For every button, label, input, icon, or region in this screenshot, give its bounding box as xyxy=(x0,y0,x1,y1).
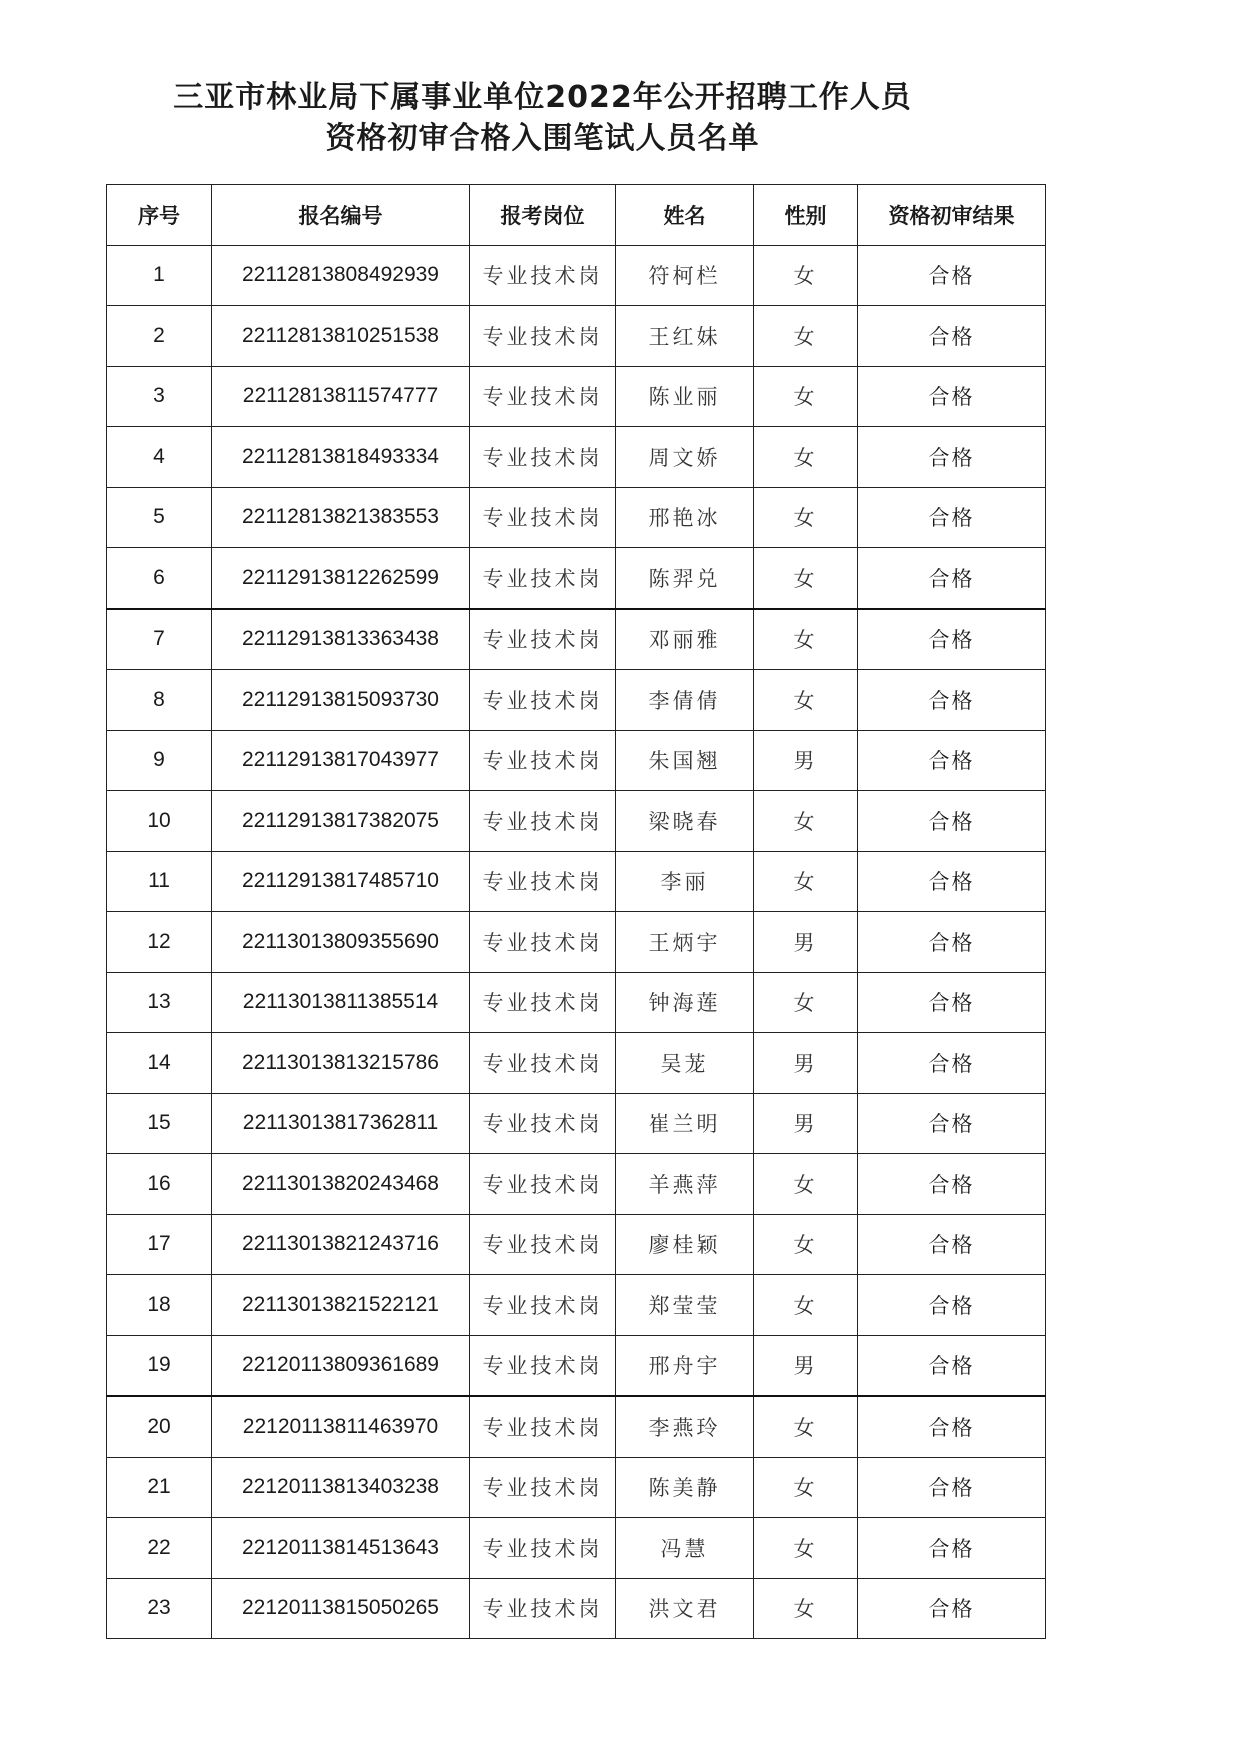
cell-result: 合格 xyxy=(858,1033,1046,1094)
cell-seq: 4 xyxy=(107,427,212,488)
cell-seq: 14 xyxy=(107,1033,212,1094)
cell-result: 合格 xyxy=(858,912,1046,973)
cell-post: 专业技术岗 xyxy=(470,245,616,306)
cell-seq: 1 xyxy=(107,245,212,306)
cell-name: 王红妹 xyxy=(616,306,754,367)
cell-post: 专业技术岗 xyxy=(470,1457,616,1518)
cell-gender: 男 xyxy=(754,730,858,791)
cell-gender: 女 xyxy=(754,670,858,731)
cell-name: 梁晓春 xyxy=(616,791,754,852)
cell-seq: 2 xyxy=(107,306,212,367)
cell-seq: 17 xyxy=(107,1214,212,1275)
table-row xyxy=(107,548,1046,609)
cell-result: 合格 xyxy=(858,1214,1046,1275)
cell-post: 专业技术岗 xyxy=(470,609,616,670)
table-row xyxy=(107,1214,1046,1275)
cell-gender: 女 xyxy=(754,487,858,548)
cell-name: 钟海莲 xyxy=(616,972,754,1033)
table-row xyxy=(107,1154,1046,1215)
table-body xyxy=(107,245,1046,1639)
cell-registration-number: 22113013809355690 xyxy=(212,912,470,973)
cell-registration-number: 22112913817485710 xyxy=(212,851,470,912)
table-row xyxy=(107,791,1046,852)
cell-registration-number: 22113013817362811 xyxy=(212,1093,470,1154)
cell-registration-number: 22120113811463970 xyxy=(212,1396,470,1457)
cell-seq: 19 xyxy=(107,1335,212,1396)
document-title-line1: 三亚市林业局下属事业单位2022年公开招聘工作人员 xyxy=(173,80,912,115)
cell-gender: 女 xyxy=(754,1457,858,1518)
cell-registration-number: 22120113813403238 xyxy=(212,1457,470,1518)
cell-seq: 6 xyxy=(107,548,212,609)
cell-post: 专业技术岗 xyxy=(470,1033,616,1094)
cell-name: 廖桂颖 xyxy=(616,1214,754,1275)
column-header-seq: 序号 xyxy=(107,185,212,246)
cell-registration-number: 22120113809361689 xyxy=(212,1335,470,1396)
cell-gender: 女 xyxy=(754,1154,858,1215)
cell-seq: 22 xyxy=(107,1518,212,1579)
cell-gender: 女 xyxy=(754,306,858,367)
cell-registration-number: 22112913817382075 xyxy=(212,791,470,852)
cell-result: 合格 xyxy=(858,1093,1046,1154)
cell-registration-number: 22113013813215786 xyxy=(212,1033,470,1094)
cell-result: 合格 xyxy=(858,791,1046,852)
column-header-name: 姓名 xyxy=(616,185,754,246)
cell-registration-number: 22113013821522121 xyxy=(212,1275,470,1336)
cell-registration-number: 22113013811385514 xyxy=(212,972,470,1033)
cell-post: 专业技术岗 xyxy=(470,487,616,548)
cell-seq: 18 xyxy=(107,1275,212,1336)
column-header-post: 报考岗位 xyxy=(470,185,616,246)
cell-post: 专业技术岗 xyxy=(470,366,616,427)
cell-gender: 女 xyxy=(754,245,858,306)
cell-registration-number: 22112813808492939 xyxy=(212,245,470,306)
cell-gender: 女 xyxy=(754,1214,858,1275)
cell-gender: 男 xyxy=(754,1093,858,1154)
cell-name: 李丽 xyxy=(616,851,754,912)
cell-registration-number: 22112913812262599 xyxy=(212,548,470,609)
cell-post: 专业技术岗 xyxy=(470,1093,616,1154)
cell-seq: 10 xyxy=(107,791,212,852)
cell-name: 邢舟宇 xyxy=(616,1335,754,1396)
cell-seq: 12 xyxy=(107,912,212,973)
cell-name: 羊燕萍 xyxy=(616,1154,754,1215)
table-row xyxy=(107,1033,1046,1094)
cell-result: 合格 xyxy=(858,245,1046,306)
cell-gender: 男 xyxy=(754,1335,858,1396)
cell-name: 陈美静 xyxy=(616,1457,754,1518)
table-row xyxy=(107,670,1046,731)
cell-post: 专业技术岗 xyxy=(470,1214,616,1275)
cell-post: 专业技术岗 xyxy=(470,1154,616,1215)
cell-seq: 9 xyxy=(107,730,212,791)
cell-name: 陈羿兑 xyxy=(616,548,754,609)
cell-seq: 16 xyxy=(107,1154,212,1215)
table-row xyxy=(107,609,1046,670)
table-row xyxy=(107,487,1046,548)
candidate-table xyxy=(106,184,1046,1639)
table-row xyxy=(107,912,1046,973)
cell-registration-number: 22112813818493334 xyxy=(212,427,470,488)
cell-result: 合格 xyxy=(858,1457,1046,1518)
cell-registration-number: 22112813821383553 xyxy=(212,487,470,548)
cell-name: 李倩倩 xyxy=(616,670,754,731)
table-row xyxy=(107,1578,1046,1639)
cell-post: 专业技术岗 xyxy=(470,730,616,791)
cell-name: 崔兰明 xyxy=(616,1093,754,1154)
cell-gender: 女 xyxy=(754,972,858,1033)
cell-registration-number: 22112913817043977 xyxy=(212,730,470,791)
cell-gender: 女 xyxy=(754,791,858,852)
cell-gender: 女 xyxy=(754,609,858,670)
cell-result: 合格 xyxy=(858,851,1046,912)
cell-registration-number: 22113013820243468 xyxy=(212,1154,470,1215)
cell-seq: 8 xyxy=(107,670,212,731)
cell-gender: 女 xyxy=(754,1578,858,1639)
cell-seq: 11 xyxy=(107,851,212,912)
cell-gender: 男 xyxy=(754,1033,858,1094)
cell-post: 专业技术岗 xyxy=(470,851,616,912)
table-row xyxy=(107,1396,1046,1457)
cell-name: 朱国翘 xyxy=(616,730,754,791)
cell-result: 合格 xyxy=(858,1578,1046,1639)
cell-name: 郑莹莹 xyxy=(616,1275,754,1336)
cell-post: 专业技术岗 xyxy=(470,1518,616,1579)
cell-result: 合格 xyxy=(858,609,1046,670)
cell-name: 李燕玲 xyxy=(616,1396,754,1457)
table-row xyxy=(107,245,1046,306)
cell-name: 陈业丽 xyxy=(616,366,754,427)
cell-name: 王炳宇 xyxy=(616,912,754,973)
column-header-regno: 报名编号 xyxy=(212,185,470,246)
cell-result: 合格 xyxy=(858,427,1046,488)
cell-result: 合格 xyxy=(858,487,1046,548)
cell-result: 合格 xyxy=(858,548,1046,609)
cell-gender: 女 xyxy=(754,1396,858,1457)
cell-post: 专业技术岗 xyxy=(470,1335,616,1396)
cell-post: 专业技术岗 xyxy=(470,670,616,731)
table-row xyxy=(107,1518,1046,1579)
cell-result: 合格 xyxy=(858,1335,1046,1396)
cell-registration-number: 22112913813363438 xyxy=(212,609,470,670)
cell-seq: 23 xyxy=(107,1578,212,1639)
table-row xyxy=(107,306,1046,367)
cell-seq: 15 xyxy=(107,1093,212,1154)
cell-seq: 7 xyxy=(107,609,212,670)
table-row xyxy=(107,1457,1046,1518)
column-header-gender: 性别 xyxy=(754,185,858,246)
cell-gender: 女 xyxy=(754,427,858,488)
table-row xyxy=(107,1335,1046,1396)
table-header-row xyxy=(107,185,1046,246)
cell-name: 冯慧 xyxy=(616,1518,754,1579)
cell-gender: 女 xyxy=(754,851,858,912)
table-row xyxy=(107,851,1046,912)
table-row xyxy=(107,427,1046,488)
cell-post: 专业技术岗 xyxy=(470,1275,616,1336)
column-header-result: 资格初审结果 xyxy=(858,185,1046,246)
cell-seq: 13 xyxy=(107,972,212,1033)
cell-seq: 3 xyxy=(107,366,212,427)
document-title-line2: 资格初审合格入围笔试人员名单 xyxy=(325,121,760,156)
cell-gender: 女 xyxy=(754,1275,858,1336)
cell-name: 周文娇 xyxy=(616,427,754,488)
cell-seq: 20 xyxy=(107,1396,212,1457)
cell-result: 合格 xyxy=(858,1275,1046,1336)
cell-name: 吴茏 xyxy=(616,1033,754,1094)
cell-registration-number: 22120113815050265 xyxy=(212,1578,470,1639)
table-row xyxy=(107,972,1046,1033)
cell-name: 邓丽雅 xyxy=(616,609,754,670)
cell-post: 专业技术岗 xyxy=(470,791,616,852)
cell-registration-number: 22112813810251538 xyxy=(212,306,470,367)
cell-seq: 5 xyxy=(107,487,212,548)
cell-post: 专业技术岗 xyxy=(470,912,616,973)
table-row xyxy=(107,1275,1046,1336)
cell-gender: 女 xyxy=(754,366,858,427)
cell-result: 合格 xyxy=(858,366,1046,427)
cell-seq: 21 xyxy=(107,1457,212,1518)
cell-post: 专业技术岗 xyxy=(470,1396,616,1457)
cell-post: 专业技术岗 xyxy=(470,1578,616,1639)
cell-registration-number: 22112913815093730 xyxy=(212,670,470,731)
cell-result: 合格 xyxy=(858,972,1046,1033)
table-row xyxy=(107,730,1046,791)
cell-result: 合格 xyxy=(858,730,1046,791)
cell-post: 专业技术岗 xyxy=(470,548,616,609)
table-row xyxy=(107,366,1046,427)
cell-post: 专业技术岗 xyxy=(470,427,616,488)
cell-result: 合格 xyxy=(858,1396,1046,1457)
cell-registration-number: 22120113814513643 xyxy=(212,1518,470,1579)
cell-post: 专业技术岗 xyxy=(470,306,616,367)
table-row xyxy=(107,1093,1046,1154)
cell-gender: 女 xyxy=(754,548,858,609)
cell-gender: 女 xyxy=(754,1518,858,1579)
cell-result: 合格 xyxy=(858,306,1046,367)
cell-name: 洪文君 xyxy=(616,1578,754,1639)
cell-post: 专业技术岗 xyxy=(470,972,616,1033)
cell-registration-number: 22112813811574777 xyxy=(212,366,470,427)
cell-name: 邢艳冰 xyxy=(616,487,754,548)
cell-result: 合格 xyxy=(858,670,1046,731)
cell-gender: 男 xyxy=(754,912,858,973)
cell-name: 符柯栏 xyxy=(616,245,754,306)
cell-registration-number: 22113013821243716 xyxy=(212,1214,470,1275)
cell-result: 合格 xyxy=(858,1154,1046,1215)
cell-result: 合格 xyxy=(858,1518,1046,1579)
